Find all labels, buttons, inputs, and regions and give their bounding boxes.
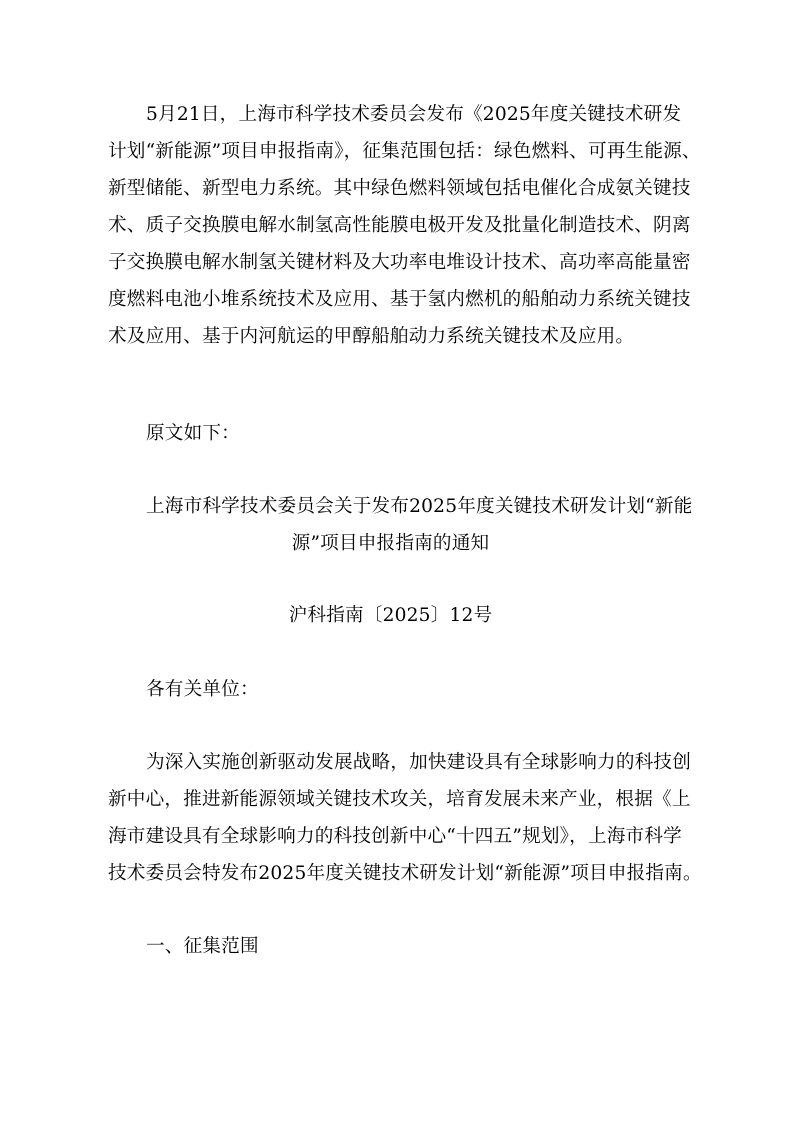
intro-line: 术、质子交换膜电解水制氢高性能膜电极开发及批量化制造技术、阴离 (108, 215, 691, 236)
intro-line: 计划“新能源”项目申报指南》，征集范围包括：绿色燃料、可再生能源、 (108, 141, 701, 162)
salutation: 各有关单位： (146, 679, 259, 700)
notice-title-line-2: 源”项目申报指南的通知 (291, 533, 490, 554)
body-line: 为深入实施创新驱动发展战略，加快建设具有全球影响力的科技创 (146, 752, 692, 773)
intro-line: 5月21日，上海市科学技术委员会发布《2025年度关键技术研发 (146, 104, 682, 125)
original-text-label: 原文如下： (146, 423, 240, 444)
document-number: 沪科指南〔2025〕12号 (288, 605, 493, 626)
intro-line: 子交换膜电解水制氢关键材料及大功率电堆设计技术、高功率高能量密 (108, 252, 691, 273)
body-line: 海市建设具有全球影响力的科技创新中心“十四五”规划》，上海市科学 (108, 826, 682, 847)
notice-title-line-1: 上海市科学技术委员会关于发布2025年度关键技术研发计划“新能 (146, 496, 693, 517)
body-line: 技术委员会特发布2025年度关键技术研发计划“新能源”项目申报指南。 (108, 863, 702, 884)
intro-line: 术及应用、基于内河航运的甲醇船舶动力系统关键技术及应用。 (108, 326, 635, 347)
body-line: 新中心，推进新能源领域关键技术攻关，培育发展未来产业，根据《上 (108, 789, 691, 810)
intro-line: 新型储能、新型电力系统。其中绿色燃料领域包括电催化合成氨关键技 (108, 178, 691, 199)
section-heading: 一、征集范围 (146, 936, 259, 957)
intro-line: 度燃料电池小堆系统技术及应用、基于氢内燃机的船舶动力系统关键技 (108, 289, 691, 310)
